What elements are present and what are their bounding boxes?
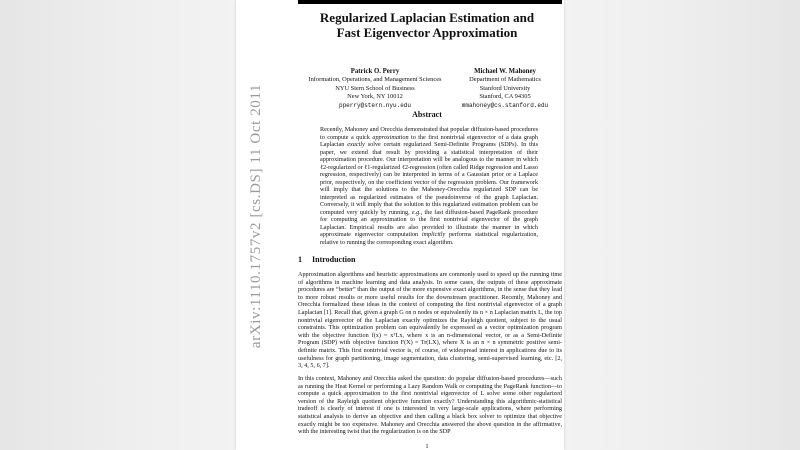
title-line-1: Regularized Laplacian Estimation and [319, 10, 535, 25]
page-number: 1 [425, 443, 429, 450]
author-1 [300, 68, 450, 110]
abstract-heading: Abstract [412, 110, 442, 119]
author-affiliation: Department of Mathematics [469, 76, 541, 84]
top-rule [298, 0, 562, 4]
section-heading [298, 255, 556, 264]
author-email: pperry@stern.nyu.edu [338, 101, 411, 109]
title-line-2: Fast Eigenvector Approximation [336, 25, 518, 40]
abstract-text: Recently, Mahoney and Orecchia demonstrated that popular diffusion-based procedures to compute a quick approximation to the first nontrivial eigenvector of a data graph Laplacian exactly solve certain regularized Semi-Definite Programs (SDPs). In this paper, we extend that result by providing a statistical interpretation of their approximation procedure. Our interpretation will be analogous to the manner in which ℓ2-regularized or ℓ1-regularized ℓ2-regression (often called Ridge regression and Lasso regression, respectively) can be interpreted in terms of a Gaussian prior or a Laplace prior, respectively, on the coefficient vector of the regression problem. Our framework will imply that the solutions to the Mahoney-Orecchia regularized SDP can be interpreted as regularized estimates of the pseudoinverse of the graph Laplacian. Conversely, it will imply that the solution to this regularized estimation problem can be computed very quickly by running, e.g., the fast diffusion-based PageRank procedure for computing an approximation to the first nontrivial eigenvector of the graph Laplacian. Empirical results are also provided to illustrate the manner in which approximate eigenvector computation implicitly performs statistical regularization, relative to running the corresponding exact algorithm. [320, 126, 539, 246]
arxiv-stamp: arXiv:1110.1757v2 [cs.DS] 11 Oct 2011 [248, 83, 264, 349]
author-address: Stanford, CA 94305 [479, 93, 531, 101]
section-title: Introduction [312, 255, 356, 264]
section-number: 1 [298, 255, 302, 264]
author-email: mmahoney@cs.stanford.edu [461, 101, 549, 109]
author-affiliation: Information, Operations, and Management Sciences [308, 76, 442, 84]
author-affiliation: NYU Stern School of Business [335, 84, 415, 92]
viewer-margin-right [564, 0, 800, 450]
body-paragraph-1: Approximation algorithms and heuristic approximations are commonly used to speed up the running time of algorithms in machine learning and data analysis. In some cases, the outputs of these approximate procedures are “better” than the output of the more expensive exact algorithms, in the sense that they lead to more robust results or more useful results for the downstream practitioner. Recently, Mahoney and Orecchia formalized these ideas in the context of computing the first nontrivial eigenvector of a graph Laplacian [1]. Recall that, given a graph G on n nodes or equivalently its n × n Laplacian matrix L, the top nontrivial eigenvector of the Laplacian exactly optimizes the Rayleigh quotient, subject to the usual constraints. This optimization problem can equivalently be expressed as a vector optimization program with the objective function f(x) = xᵀLx, where x is an n-dimensional vector, or as a Semi-Definite Program (SDP) with objective function F(X) = Tr(LX), where X is an n × n symmetric positive semi-definite matrix. This first nontrivial vector is, of course, of widespread interest in applications due to its usefulness for graph partitioning, image segmentation, data clustering, semi-supervised learning, etc. [2, 3, 4, 5, 6, 7]. [298, 271, 562, 370]
author-affiliation: Stanford University [479, 84, 531, 92]
body-paragraph-2: In this context, Mahoney and Orecchia asked the question: do popular diffusion-based procedures—such as running the Heat Kernel or performing a Lazy Random Walk or computing the PageRank function—to compute a quick approximation to the first nontrivial eigenvector of L solve some other regularized version of the Rayleigh quotient objective function exactly? Understanding this algorithmic-statistical tradeoff is clearly of interest if one is interested in very large-scale applications, where performing statistical analysis to derive an objective and then calling a black box solver to optimize that objective exactly might be too expensive. Mahoney and Orecchia answered the above question in the affirmative, with the interesting twist that the regularization is on the SDP [298, 375, 562, 436]
author-2 [450, 68, 560, 110]
author-address: New York, NY 10012 [347, 93, 403, 101]
author-name: Patrick O. Perry [350, 68, 400, 75]
paper-page [236, 0, 564, 450]
paper-title [298, 10, 556, 40]
viewer-margin-left [0, 0, 236, 450]
author-name: Michael W. Mahoney [474, 68, 536, 75]
